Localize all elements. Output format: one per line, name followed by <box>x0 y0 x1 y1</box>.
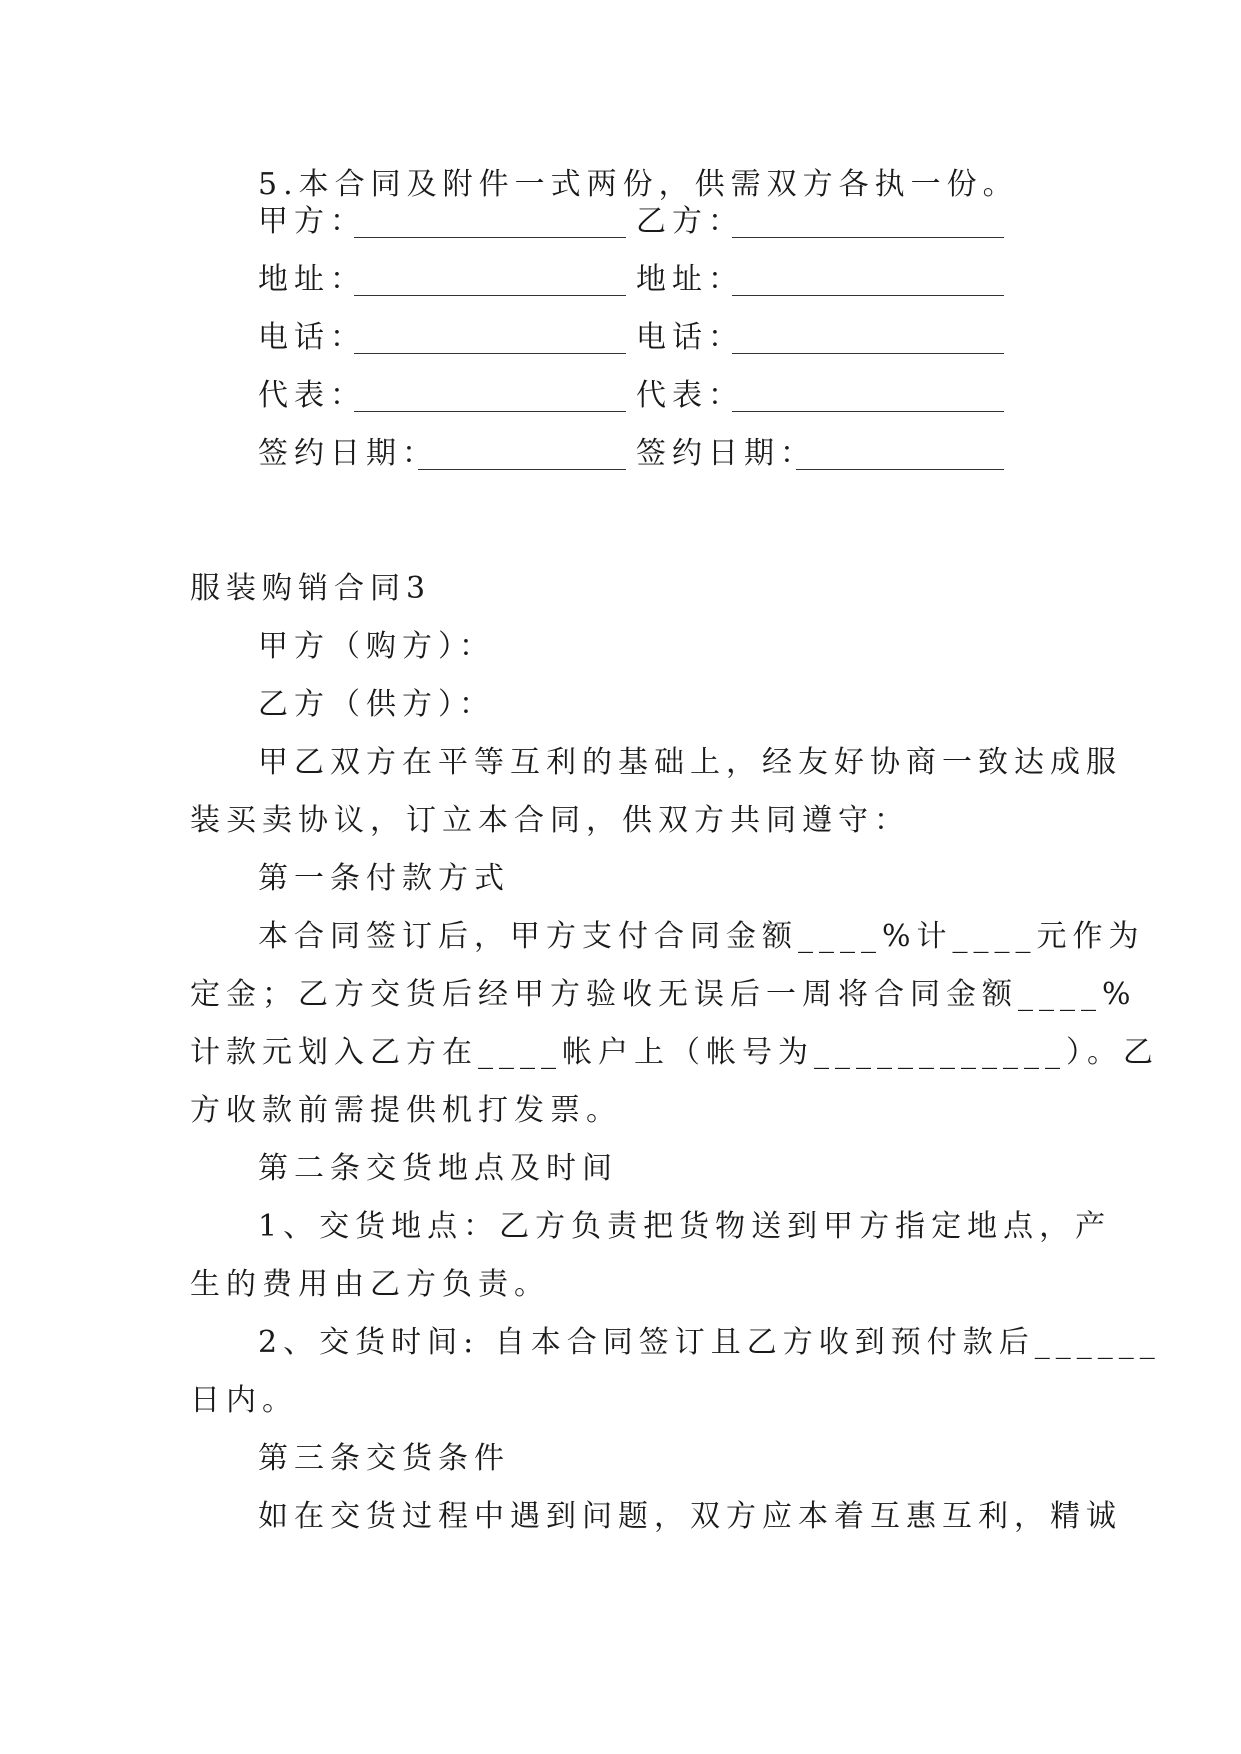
signature-row-representative <box>258 367 1018 425</box>
signature-label-left: 电话： <box>258 320 366 355</box>
contract-title: 服装购销合同3 <box>190 571 432 606</box>
signature-label-right: 乙方： <box>636 204 744 239</box>
article-1-line-3: 计款元划入乙方在____帐户上（帐号为____________）。乙 <box>190 1035 1159 1070</box>
signature-blank-right <box>732 353 1004 354</box>
signature-label-left: 甲方： <box>258 204 366 239</box>
article-3-line-1: 如在交货过程中遇到问题，双方应本着互惠互利，精诚 <box>258 1499 1122 1534</box>
signature-blank-left <box>354 353 626 354</box>
party-a: 甲方（购方）： <box>258 629 495 664</box>
preamble-line-1: 甲乙双方在平等互利的基础上，经友好协商一致达成服 <box>258 745 1122 780</box>
article-2-item-1-line-2: 生的费用由乙方负责。 <box>190 1267 550 1302</box>
article-2-title: 第二条交货地点及时间 <box>258 1151 618 1186</box>
article-3-title: 第三条交货条件 <box>258 1441 510 1476</box>
signature-blank-right <box>796 469 1004 470</box>
article-1-line-1: 本合同签订后，甲方支付合同金额____%计____元作为 <box>258 919 1145 954</box>
signature-row-address <box>258 251 1018 309</box>
signature-label-right: 签约日期： <box>636 436 816 471</box>
article-2-item-2-line-1: 2、交货时间: 自本合同签订且乙方收到预付款后______ <box>258 1325 1161 1360</box>
signature-blank-left <box>354 295 626 296</box>
signature-blank-right <box>732 295 1004 296</box>
signature-label-right: 电话： <box>636 320 744 355</box>
signature-row-party <box>258 193 1018 251</box>
article-1-title: 第一条付款方式 <box>258 861 510 896</box>
signature-blank-right <box>732 411 1004 412</box>
article-2-item-1-line-1: 1、交货地点：乙方负责把货物送到甲方指定地点，产 <box>258 1209 1112 1244</box>
article-2-item-2-line-2: 日内。 <box>190 1383 298 1418</box>
signature-row-phone <box>258 309 1018 367</box>
article-1-line-4: 方收款前需提供机打发票。 <box>190 1093 622 1128</box>
signature-blank-right <box>732 237 1004 238</box>
signature-label-right: 地址： <box>636 262 744 297</box>
preamble-line-2: 装买卖协议，订立本合同，供双方共同遵守： <box>190 803 910 838</box>
party-b: 乙方（供方）： <box>258 687 495 722</box>
article-1-line-2: 定金；乙方交货后经甲方验收无误后一周将合同金额____% <box>190 977 1137 1012</box>
signature-row-date <box>258 425 1018 483</box>
signature-blank-left <box>418 469 626 470</box>
signature-label-left: 签约日期： <box>258 436 438 471</box>
signature-label-left: 地址： <box>258 262 366 297</box>
clause-5: 5.本合同及附件一式两份，供需双方各执一份。 <box>258 167 1019 202</box>
signature-label-left: 代表： <box>258 378 366 413</box>
signature-blank-left <box>354 237 626 238</box>
signature-label-right: 代表： <box>636 378 744 413</box>
signature-blank-left <box>354 411 626 412</box>
